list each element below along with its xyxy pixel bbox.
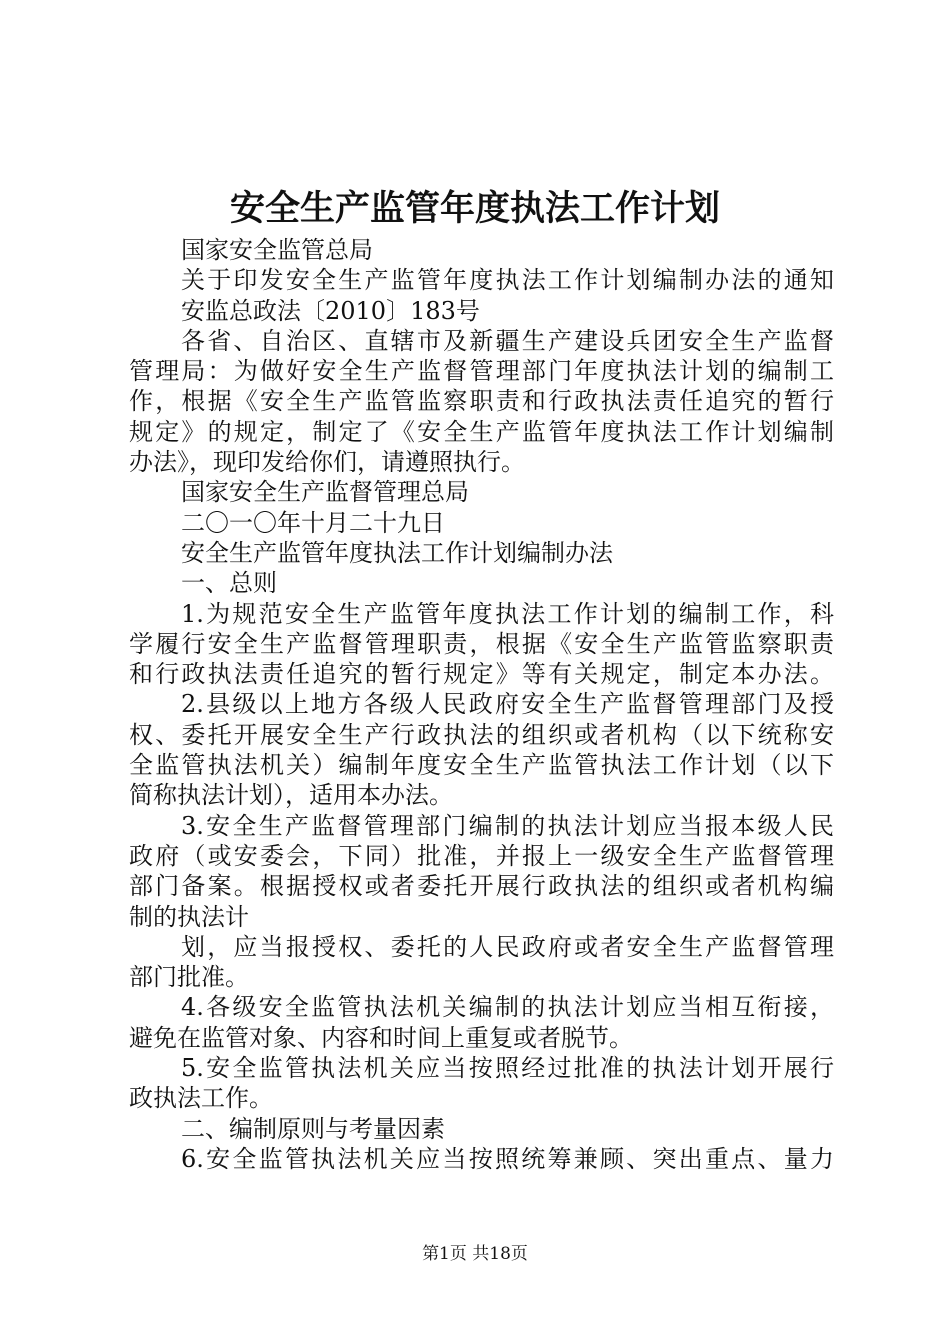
text-line: 1.为规范安全生产监管年度执法工作计划的编制工作，科: [181, 599, 834, 628]
text-line: 国家安全监管总局: [181, 236, 373, 264]
text-line: 学履行安全生产监督管理职责，根据《安全生产监管监察职责: [129, 629, 834, 658]
text-line: 安全生产监管年度执法工作计划编制办法: [181, 538, 613, 567]
text-line: 制的执法计: [129, 902, 249, 931]
text-line: 政府（或安委会，下同）批准，并报上一级安全生产监督管理: [129, 841, 834, 870]
text-line: 2.县级以上地方各级人民政府安全生产监督管理部门及授: [181, 690, 834, 719]
text-line: 国家安全生产监督管理总局: [181, 478, 469, 507]
text-line: 划，应当报授权、委托的人民政府或者安全生产监督管理: [181, 932, 834, 961]
text-line: 安监总政法〔2010〕183号: [181, 296, 480, 325]
text-line: 管理局：为做好安全生产监督管理部门年度执法计划的编制工: [129, 357, 834, 386]
text-line: 办法》，现印发给你们，请遵照执行。: [129, 448, 525, 477]
document-body: [129, 235, 834, 1174]
text-line: 权、委托开展安全生产行政执法的组织或者机构（以下统称安: [129, 720, 834, 749]
text-line: 一、总则: [181, 569, 277, 598]
text-line: 3.安全生产监督管理部门编制的执法计划应当报本级人民: [181, 811, 834, 840]
text-line: 全监管执法机关）编制年度安全生产监管执法工作计划（以下: [129, 751, 834, 780]
text-line: 各省、自治区、直辖市及新疆生产建设兵团安全生产监督: [181, 326, 834, 355]
text-line: 6.安全监管执法机关应当按照统筹兼顾、突出重点、量力: [181, 1144, 834, 1173]
text-line: 二、编制原则与考量因素: [181, 1114, 445, 1143]
text-line: 作，根据《安全生产监管监察职责和行政执法责任追究的暂行: [129, 387, 834, 416]
text-line: 部门批准。: [129, 963, 249, 992]
text-line: 避免在监管对象、内容和时间上重复或者脱节。: [129, 1023, 633, 1052]
document-title: 安全生产监管年度执法工作计划: [229, 188, 720, 229]
text-line: 部门备案。根据授权或者委托开展行政执法的组织或者机构编: [129, 872, 834, 901]
text-line: 5.安全监管执法机关应当按照经过批准的执法计划开展行: [181, 1054, 834, 1083]
text-line: 简称执法计划），适用本办法。: [129, 781, 453, 810]
text-line: 关于印发安全生产监管年度执法工作计划编制办法的通知: [181, 266, 834, 295]
page-footer: 第1页 共18页: [422, 1244, 528, 1264]
text-line: 二〇一〇年十月二十九日: [181, 508, 445, 537]
text-line: 4.各级安全监管执法机关编制的执法计划应当相互衔接，: [181, 993, 834, 1022]
text-line: 政执法工作。: [129, 1084, 273, 1113]
text-line: 和行政执法责任追究的暂行规定》等有关规定，制定本办法。: [129, 660, 834, 689]
text-line: 规定》的规定，制定了《安全生产监管年度执法工作计划编制: [129, 417, 834, 446]
